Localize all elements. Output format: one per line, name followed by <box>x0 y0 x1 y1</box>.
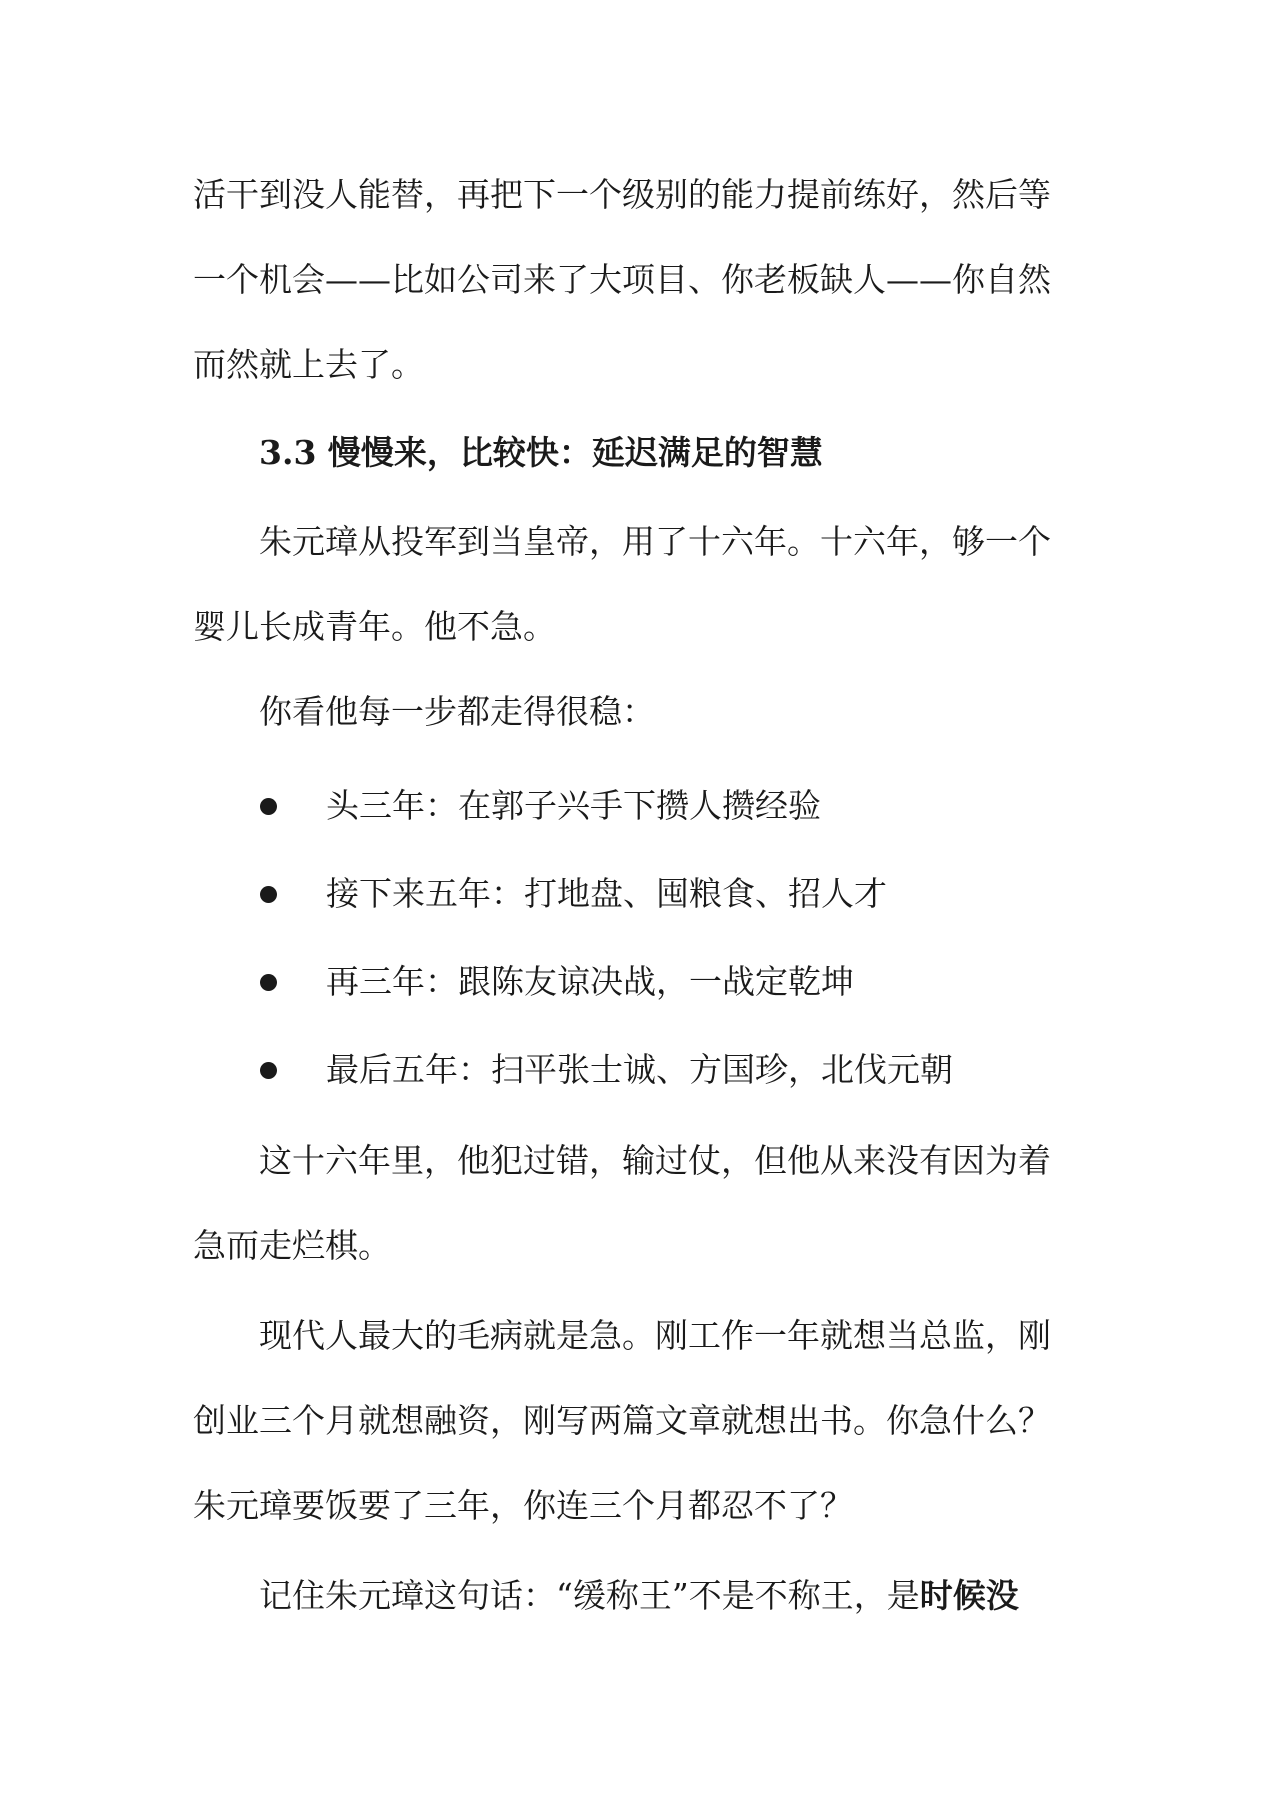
paragraph-line: 而然就上去了。 <box>193 345 424 384</box>
paragraph-line: 朱元璋从投军到当皇帝，用了十六年。十六年，够一个 <box>259 522 1051 561</box>
paragraph-line: 你看他每一步都走得很稳： <box>259 692 655 731</box>
paragraph-line: 一个机会——比如公司来了大项目、你老板缺人——你自然 <box>193 260 1051 299</box>
paragraph-line: 婴儿长成青年。他不急。 <box>193 607 556 646</box>
bullet-icon <box>260 1062 277 1079</box>
paragraph-line: 现代人最大的毛病就是急。刚工作一年就想当总监，刚 <box>259 1316 1051 1355</box>
list-item-text: 再三年：跟陈友谅决战，一战定乾坤 <box>326 962 854 1001</box>
bullet-icon <box>260 974 277 991</box>
list-item-text: 头三年：在郭子兴手下攒人攒经验 <box>326 786 821 825</box>
paragraph-text: 记住朱元璋这句话：“缓称王”不是不称王，是 <box>259 1576 920 1615</box>
bold-text: 时候没 <box>919 1576 1019 1615</box>
paragraph-line <box>193 1553 1149 1638</box>
paragraph-line: 朱元璋要饭要了三年，你连三个月都忍不了？ <box>193 1486 853 1525</box>
list-item-text: 最后五年：扫平张士诚、方国珍，北伐元朝 <box>326 1050 953 1089</box>
bullet-icon <box>260 886 277 903</box>
paragraph-line: 这十六年里，他犯过错，输过仗，但他从来没有因为着 <box>259 1141 1051 1180</box>
list-item-text: 接下来五年：打地盘、囤粮食、招人才 <box>326 874 887 913</box>
paragraph-line: 活干到没人能替，再把下一个级别的能力提前练好，然后等 <box>193 175 1051 214</box>
paragraph-line: 创业三个月就想融资，刚写两篇文章就想出书。你急什么？ <box>193 1401 1051 1440</box>
section-heading: 3.3 慢慢来，比较快：延迟满足的智慧 <box>259 433 823 472</box>
paragraph-line: 急而走烂棋。 <box>193 1226 391 1265</box>
bullet-icon <box>260 798 277 815</box>
